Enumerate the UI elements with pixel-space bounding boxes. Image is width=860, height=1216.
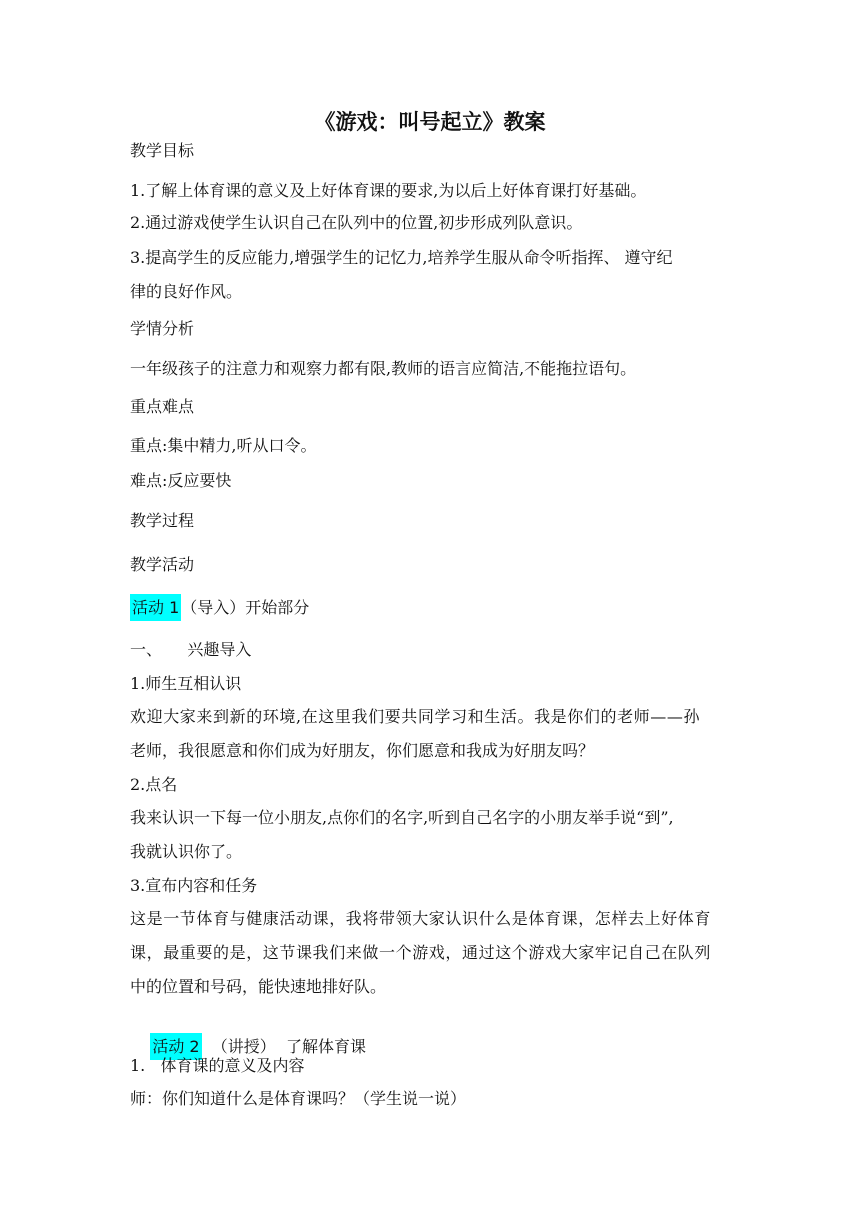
activity1-heading — [130, 597, 309, 619]
activity1-subsection: 一、 兴趣导入 — [130, 640, 252, 659]
analysis-text: 一年级孩子的注意力和观察力都有限,教师的语言应简洁,不能拖拉语句。 — [130, 359, 637, 378]
activity1-item1-line2: 老师，我很愿意和你们成为好朋友，你们愿意和我成为好朋友吗？ — [130, 741, 595, 760]
activity1-title: （导入）开始部分 — [181, 598, 310, 617]
analysis-heading: 学情分析 — [130, 319, 195, 338]
objective-item-3-cont: 律的良好作风。 — [130, 282, 243, 301]
activity1-item3-line1: 这是一节体育与健康活动课，我将带领大家认识什么是体育课，怎样去上好体育 — [130, 909, 712, 928]
objective-item-1: 1.了解上体育课的意义及上好体育课的要求,为以后上好体育课打好基础。 — [130, 181, 647, 200]
activity1-item2-line1: 我来认识一下每一位小朋友,点你们的名字,听到自己名字的小朋友举手说“到”, — [130, 808, 674, 827]
activity2-item1-text: 师：你们知道什么是体育课吗？（学生说一说） — [130, 1089, 467, 1108]
difficulty-point: 难点:反应要快 — [130, 471, 232, 490]
key-points-heading: 重点难点 — [130, 397, 195, 416]
activity1-item3-line3: 中的位置和号码，能快速地排好队。 — [130, 977, 387, 996]
document-title: 《游戏：叫号起立》教案 — [314, 110, 546, 134]
activity2-tag: 活动 2 — [150, 1033, 201, 1060]
process-heading: 教学过程 — [130, 511, 195, 530]
activity1-item1-line1: 欢迎大家来到新的环境,在这里我们要共同学习和生活。我是你们的老师——孙 — [130, 707, 701, 726]
activity1-item1-title: 1.师生互相认识 — [130, 674, 242, 693]
objective-item-3: 3.提高学生的反应能力,增强学生的记忆力,培养学生服从命令听指挥、 遵守纪 — [130, 248, 673, 267]
objectives-heading: 教学目标 — [130, 141, 195, 160]
activity1-item3-line2: 课，最重要的是，这节课我们来做一个游戏，通过这个游戏大家牢记自己在队列 — [130, 943, 712, 962]
activities-heading: 教学活动 — [130, 555, 195, 574]
activity1-item3-title: 3.宣布内容和任务 — [130, 876, 258, 895]
activity2-title: （讲授） 了解体育课 — [201, 1037, 366, 1056]
key-point: 重点:集中精力,听从口令。 — [130, 436, 317, 455]
objective-item-2: 2.通过游戏使学生认识自己在队列中的位置,初步形成列队意识。 — [130, 213, 583, 232]
activity1-tag: 活动 1 — [130, 594, 181, 621]
activity2-item1-title: 1. 体育课的意义及内容 — [130, 1056, 305, 1075]
activity1-item2-title: 2.点名 — [130, 775, 178, 794]
activity1-item2-line2: 我就认识你了。 — [130, 842, 243, 861]
